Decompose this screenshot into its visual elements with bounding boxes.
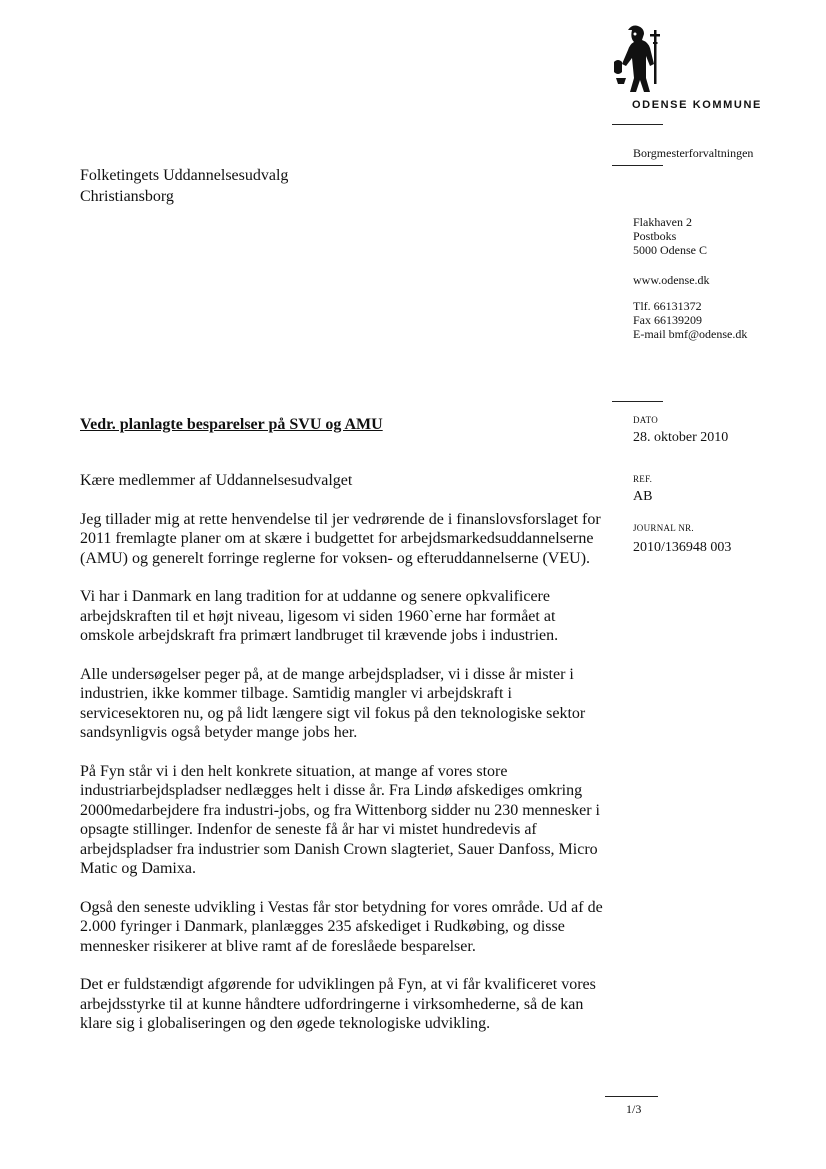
address-line: Postboks — [633, 229, 677, 243]
address-line: 5000 Odense C — [633, 243, 707, 257]
recipient-line: Folketingets Uddannelsesudvalg — [80, 167, 289, 184]
website-link[interactable]: www.odense.dk — [633, 273, 710, 287]
recipient-line: Christiansborg — [80, 188, 174, 205]
body-paragraph: Også den seneste udvikling i Vestas får stor betydning for vores område. Ud af de 2.000 fyringer i Danmark, planlægges 235 afskediget i Rudkøbing, og disse mennesker risikerer at blive ramt af de foreslåede besparelser. — [80, 898, 603, 955]
odense-coat-of-arms-logo — [610, 22, 670, 96]
meta-divider — [612, 401, 663, 402]
address-line: Flakhaven 2 — [633, 215, 692, 229]
letter-body — [80, 471, 605, 1053]
date-value: 28. oktober 2010 — [633, 430, 729, 445]
organization-name: ODENSE KOMMUNE — [632, 99, 762, 111]
sender-address — [633, 215, 707, 257]
salutation: Kære medlemmer af Uddannelsesudvalget — [80, 472, 353, 489]
phone-number: Tlf. 66131372 — [633, 299, 702, 313]
department-divider — [612, 165, 663, 166]
ref-value: AB — [633, 489, 653, 504]
ref-label: REF. — [633, 474, 653, 484]
header-divider — [612, 124, 663, 125]
body-paragraph: Vi har i Danmark en lang tradition for at uddanne og senere opkvalificere arbejdskraften til et højt niveau, ligesom vi siden 1960`erne har formået at omskole arbejdskraft fra primært landbruget til krævende jobs i industrien. — [80, 588, 559, 645]
letter-subject: Vedr. planlagte besparelser på SVU og AMU — [80, 416, 383, 433]
journal-label: JOURNAL NR. — [633, 523, 694, 533]
journal-value: 2010/136948 003 — [633, 540, 732, 555]
body-paragraph: Alle undersøgelser peger på, at de mange arbejdspladser, vi i disse år mister i industrien, ikke kommer tilbage. Samtidig mangler vi arbejdskraft i servicesektoren nu, og på lidt længere sigt vil fokus på den teknologiske sektor sandsynligvis også betyder mange jobs her. — [80, 666, 586, 742]
date-label: DATO — [633, 415, 659, 425]
body-paragraph: På Fyn står vi i den helt konkrete situation, at mange af vores store industriarbejdspladser nedlægges helt i disse år. Fra Lindø afskediges omkring 2000medarbejdere fra industri-jobs, og fra Wittenborg sidder nu 230 mennesker i opsagte stillinger. Indenfor de seneste få år har vi mistet hundredevis af arbejdspladser fra industrier som Danish Crown slagteriet, Sauer Danfoss, Micro Matic og Damixa. — [80, 763, 600, 878]
department-name: Borgmesterforvaltningen — [633, 146, 754, 160]
body-paragraph: Det er fuldstændigt afgørende for udviklingen på Fyn, at vi får kvalificeret vores arbejdsstyrke til at kunne håndtere udfordringerne i virksomhederne, så de kan klare sig i globaliseringen og den øgede teknologiske udvikling. — [80, 976, 596, 1033]
contact-info — [633, 299, 747, 341]
body-paragraph: Jeg tillader mig at rette henvendelse til jer vedrørende de i finanslovsforslaget for 2011 fremlagte planer om at skære i budgettet for arbejdsmarkedsuddannelserne (AMU) og generelt forringe reglerne for voksen- og efteruddannelserne (VEU). — [80, 510, 601, 567]
recipient-address — [80, 165, 288, 207]
page-number: 1/3 — [626, 1102, 642, 1116]
fax-number: Fax 66139209 — [633, 313, 702, 327]
email-address[interactable]: E-mail bmf@odense.dk — [633, 327, 748, 341]
footer-divider — [605, 1096, 658, 1097]
